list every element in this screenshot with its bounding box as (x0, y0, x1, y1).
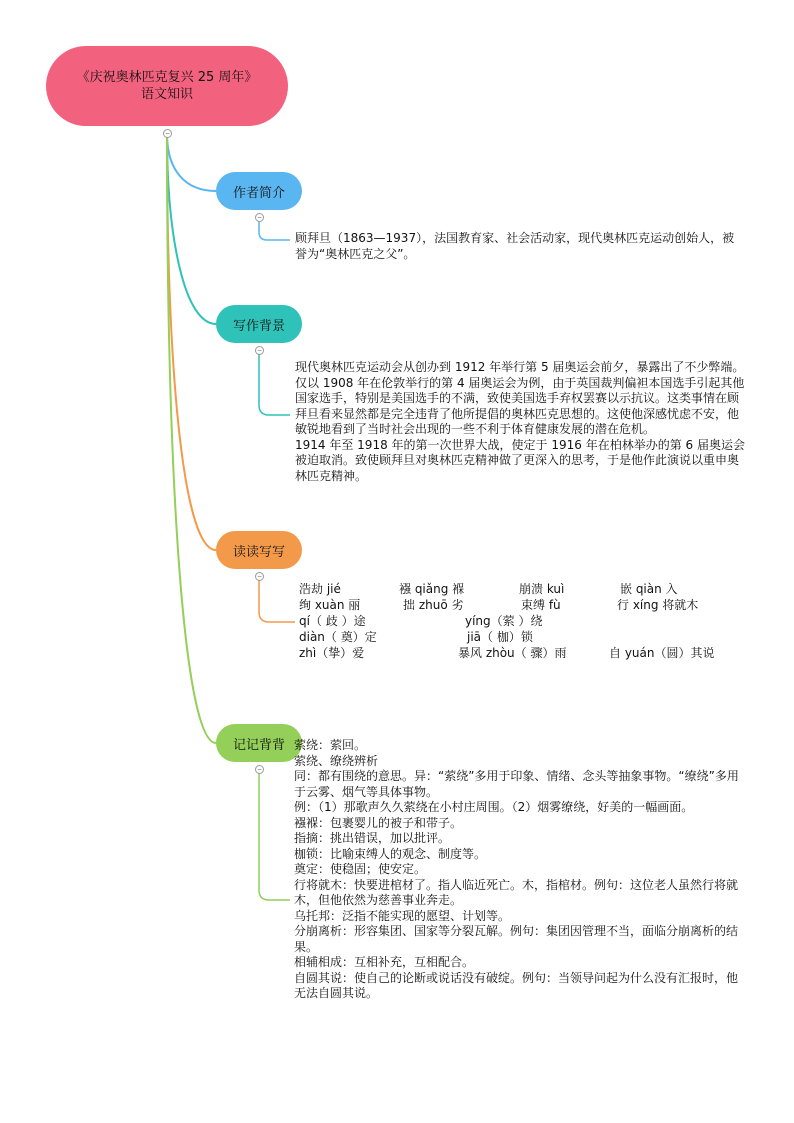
topic-read-write[interactable] (216, 531, 302, 569)
pinyin-item: 襁 qiǎng 褓 (399, 582, 465, 596)
note-line: 分崩离析：形容集团、国家等分裂瓦解。例句：集团因管理不当，面临分崩离析的结果。 (294, 924, 739, 954)
pinyin-row (299, 582, 749, 598)
pinyin-item: yíng（萦 ）绕 (465, 614, 543, 628)
pinyin-item: qí（ 歧 ）途 (299, 614, 366, 628)
paragraph: 现代奥林匹克运动会从创办到 1912 年举行第 5 届奥运会前夕，暴露出了不少弊端。仅以 1908 年在伦敦举行的第 4 届奥运会为例，由于英国裁判偏袒本国选手引起其他国家选手，特别是美国选手的不满，致使美国选手弃权罢赛以示抗议。这类事情在顾拜旦看来显然都是完全违背了他所提倡的奥林匹克思想的。这使他深感忧虑不安，他敏锐地看到了当时社会出现的一些不利于体育健康发展的潜在危机。 (295, 360, 745, 436)
topic-writing-background[interactable] (216, 305, 302, 343)
pinyin-row (299, 614, 749, 630)
topic-label: 写作背景 (232, 318, 285, 334)
root-title-line1: 《庆祝奥林匹克复兴 25 周年》 (76, 70, 258, 85)
note-line: 同：都有围绕的意思。异：“萦绕”多用于印象、情绪、念头等抽象事物。“缭绕”多用于云雾、烟气等具体事物。 (294, 769, 739, 799)
pinyin-item: diàn（ 奠）定 (299, 630, 377, 644)
pinyin-row (299, 598, 749, 614)
note-author-intro: 顾拜旦（1863—1937），法国教育家、社会活动家，现代奥林匹克运动创始人，被誉为“奥林匹克之父”。 (295, 231, 735, 261)
pinyin-row (299, 646, 749, 662)
topic-memorize[interactable] (216, 724, 302, 762)
minus-circle-icon[interactable]: − (256, 766, 263, 773)
note-line: 乌托邦：泛指不能实现的愿望、计划等。 (294, 908, 511, 923)
note-memorize (294, 738, 746, 1002)
note-read-write (299, 582, 749, 662)
pinyin-item: 绚 xuàn 丽 (299, 598, 361, 612)
note-line: 襁褓：包裹婴儿的被子和带子。 (294, 815, 463, 830)
pinyin-item: 拙 zhuō 劣 (403, 598, 464, 612)
minus-circle-icon[interactable]: − (256, 573, 263, 580)
note-line: 枷锁：比喻束缚人的观念、制度等。 (294, 846, 487, 861)
connector-note1 (259, 218, 290, 240)
note-writing-background (295, 360, 745, 484)
pinyin-item: 自 yuán（圆）其说 (609, 646, 715, 660)
topic-label: 记记背背 (232, 737, 285, 753)
minus-circle-icon[interactable]: − (256, 347, 263, 354)
pinyin-item: 束缚 fù (521, 598, 561, 612)
pinyin-item: zhì（挚）爱 (299, 646, 365, 660)
pinyin-item: 崩溃 kuì (519, 582, 565, 596)
topic-label: 读读写写 (232, 544, 285, 560)
pinyin-row (299, 630, 749, 646)
connector-note4 (259, 770, 290, 900)
minus-circle-icon[interactable]: − (256, 214, 263, 221)
minus-circle-icon[interactable]: − (164, 130, 171, 137)
note-line: 相辅相成：互相补充，互相配合。 (294, 955, 475, 969)
note-line: 萦绕、缭绕辨析 (294, 753, 379, 768)
connector-topic4 (167, 134, 216, 743)
note-line: 自圆其说：使自己的论断或说话没有破绽。例句：当领导问起为什么没有汇报时，他无法自圆其说。 (294, 970, 739, 1000)
topic-author-intro[interactable] (216, 172, 302, 210)
topic-label: 作者简介 (232, 185, 285, 201)
connector-topic1 (167, 134, 216, 191)
note-line: 指摘：挑出错误，加以批评。 (294, 831, 451, 845)
note-line: 行将就木：快要进棺材了。指人临近死亡。木，指棺材。例句：这位老人虽然行将就木，但他依然为慈善事业奔走。 (294, 877, 739, 907)
paragraph: 1914 年至 1918 年的第一次世界大战，使定于 1916 年在柏林举办的第 6 届奥运会被迫取消。致使顾拜旦对奥林匹克精神做了更深入的思考，于是他作此演说以重申奥林匹克精神。 (295, 437, 745, 483)
note-line: 例：（1）那歌声久久萦绕在小村庄周围。（2）烟雾缭绕，好美的一幅画面。 (294, 800, 694, 814)
root-title-line2: 语文知识 (140, 87, 193, 102)
connector-topic2 (167, 134, 216, 324)
pinyin-item: 暴风 zhòu（ 骤）雨 (458, 646, 567, 660)
connector-note3 (259, 577, 295, 622)
note-line: 奠定：使稳固；使安定。 (294, 862, 427, 876)
note-line: 萦绕：萦回。 (294, 738, 367, 752)
pinyin-item: jiā（ 枷）锁 (467, 630, 533, 644)
root-topic[interactable] (46, 46, 288, 126)
pinyin-item: 浩劫 jié (299, 582, 341, 596)
pinyin-item: 嵌 qiàn 入 (620, 582, 678, 596)
pinyin-item: 行 xíng 将就木 (617, 598, 699, 612)
connector-note2 (259, 351, 290, 415)
